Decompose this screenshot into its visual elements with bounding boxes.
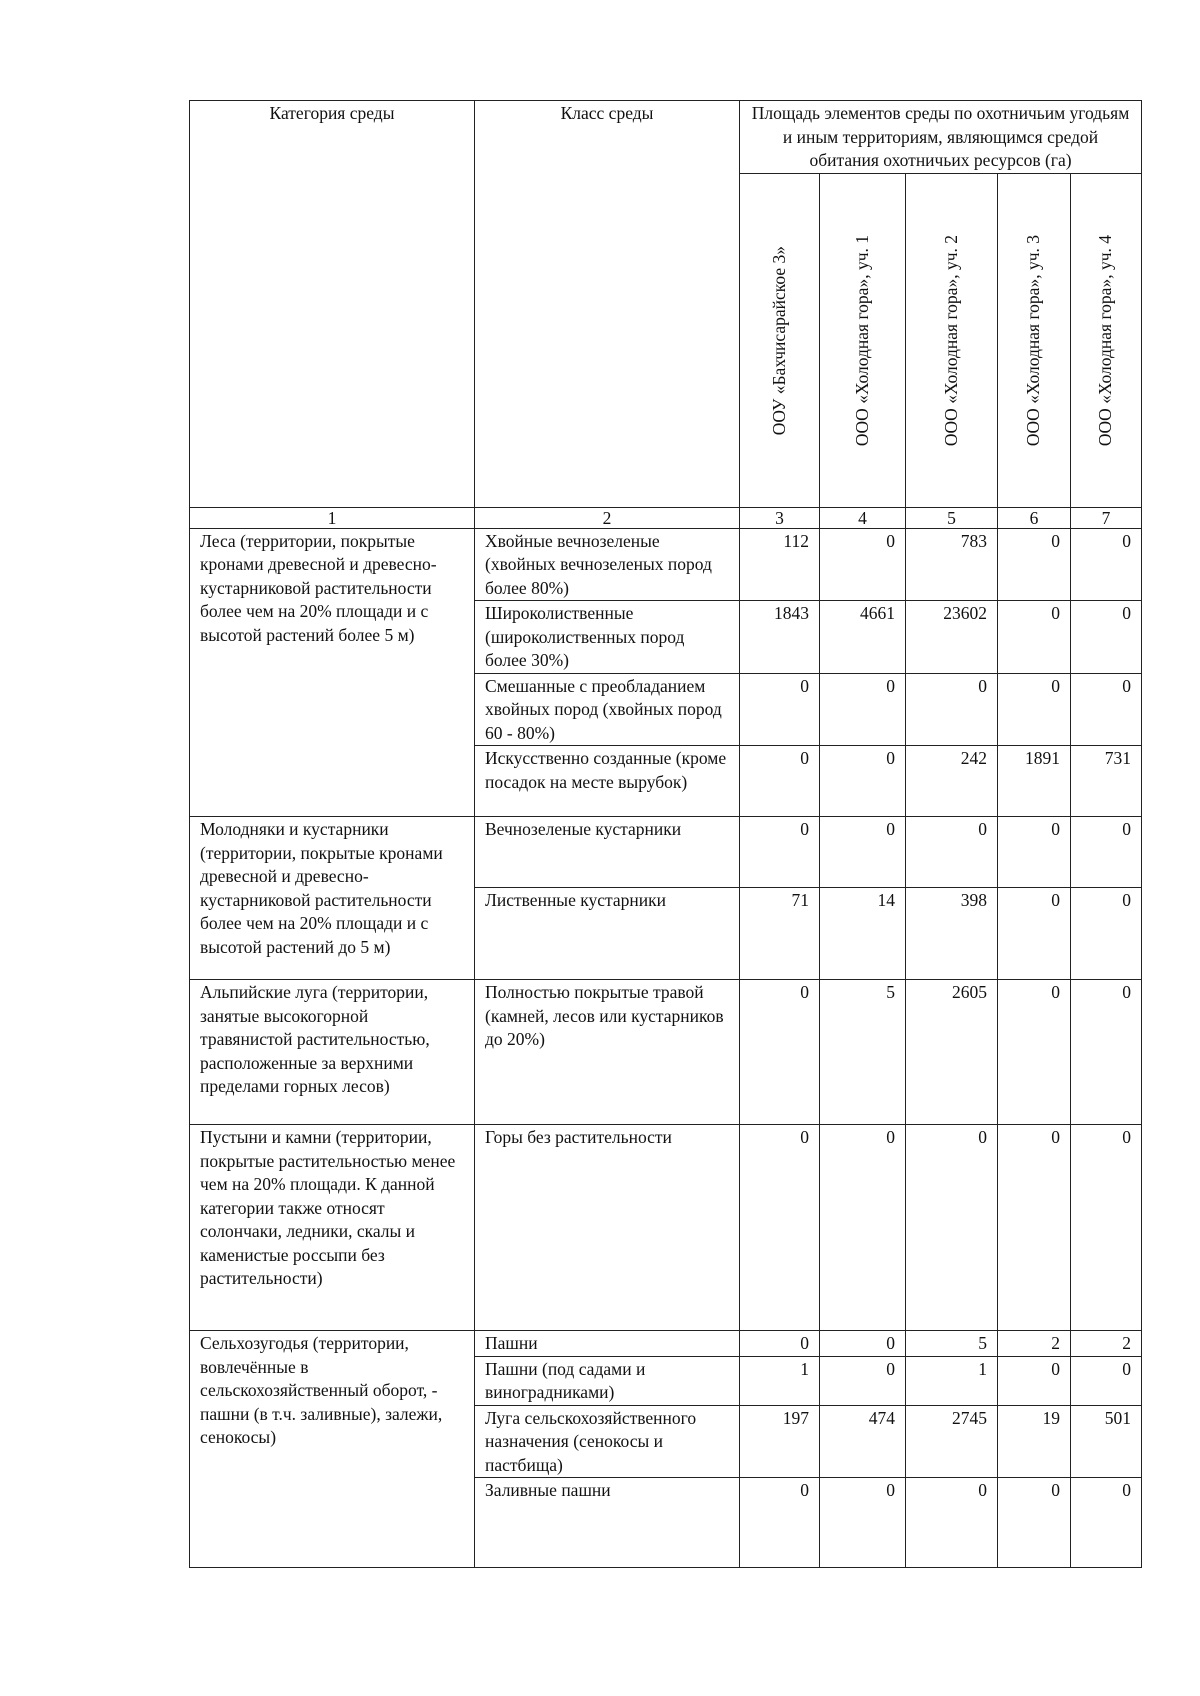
value-cell: 0 bbox=[740, 673, 820, 746]
value-cell: 0 bbox=[1071, 601, 1142, 674]
category-cell: Молодняки и кустарники (территории, покрытые кронами древесной и древесно-кустарниковой растительности более чем на 20% площади и с высотой растений до 5 м) bbox=[190, 817, 475, 980]
class-cell: Широколиственные (широколиственных пород более 30%) bbox=[475, 601, 740, 674]
table-row bbox=[190, 1331, 1142, 1357]
class-cell: Полностью покрытые травой (камней, лесов или кустарников до 20%) bbox=[475, 980, 740, 1125]
table-row bbox=[190, 528, 1142, 601]
value-cell: 0 bbox=[820, 528, 906, 601]
category-cell: Сельхозугодья (территории, вовлечённые в сельскохозяйственный оборот, - пашни (в т.ч. заливные), залежи, сенокосы) bbox=[190, 1331, 475, 1568]
value-cell: 0 bbox=[820, 746, 906, 817]
value-cell: 0 bbox=[998, 980, 1071, 1125]
value-cell: 0 bbox=[740, 746, 820, 817]
value-cell: 2745 bbox=[906, 1405, 998, 1478]
value-cell: 4661 bbox=[820, 601, 906, 674]
value-cell: 0 bbox=[906, 817, 998, 888]
value-cell: 0 bbox=[998, 1478, 1071, 1568]
value-cell: 731 bbox=[1071, 746, 1142, 817]
header-col-plot-3: ООО «Холодная гора», уч. 3 bbox=[998, 173, 1071, 507]
class-cell: Заливные пашни bbox=[475, 1478, 740, 1568]
column-number: 1 bbox=[190, 507, 475, 528]
value-cell: 0 bbox=[1071, 1125, 1142, 1331]
value-cell: 0 bbox=[820, 817, 906, 888]
value-cell: 2605 bbox=[906, 980, 998, 1125]
value-cell: 0 bbox=[820, 1331, 906, 1357]
value-cell: 474 bbox=[820, 1405, 906, 1478]
value-cell: 0 bbox=[1071, 673, 1142, 746]
value-cell: 0 bbox=[740, 817, 820, 888]
class-cell: Пашни bbox=[475, 1331, 740, 1357]
value-cell: 0 bbox=[1071, 888, 1142, 980]
header-col-plot-4: ООО «Холодная гора», уч. 4 bbox=[1071, 173, 1142, 507]
value-cell: 0 bbox=[1071, 528, 1142, 601]
value-cell: 0 bbox=[740, 1125, 820, 1331]
habitat-area-table bbox=[189, 100, 1142, 1568]
value-cell: 783 bbox=[906, 528, 998, 601]
value-cell: 242 bbox=[906, 746, 998, 817]
value-cell: 0 bbox=[1071, 980, 1142, 1125]
value-cell: 71 bbox=[740, 888, 820, 980]
column-number: 6 bbox=[998, 507, 1071, 528]
value-cell: 0 bbox=[998, 601, 1071, 674]
class-cell: Луга сельскохозяйственного назначения (сенокосы и пастбища) bbox=[475, 1405, 740, 1478]
value-cell: 0 bbox=[998, 1125, 1071, 1331]
value-cell: 2 bbox=[1071, 1331, 1142, 1357]
table-row bbox=[190, 1125, 1142, 1331]
value-cell: 23602 bbox=[906, 601, 998, 674]
column-number: 4 bbox=[820, 507, 906, 528]
column-number: 5 bbox=[906, 507, 998, 528]
header-class: Класс среды bbox=[475, 101, 740, 508]
value-cell: 1 bbox=[906, 1356, 998, 1405]
header-col-plot-1: ООО «Холодная гора», уч. 1 bbox=[820, 173, 906, 507]
table-row bbox=[190, 817, 1142, 888]
value-cell: 0 bbox=[998, 888, 1071, 980]
class-cell: Пашни (под садами и виноградниками) bbox=[475, 1356, 740, 1405]
value-cell: 501 bbox=[1071, 1405, 1142, 1478]
value-cell: 0 bbox=[906, 1125, 998, 1331]
value-cell: 0 bbox=[820, 1356, 906, 1405]
value-cell: 0 bbox=[740, 1331, 820, 1357]
value-cell: 0 bbox=[820, 1125, 906, 1331]
header-col-bakhchisaray: ООУ «Бахчисарайское 3» bbox=[740, 173, 820, 507]
value-cell: 0 bbox=[906, 1478, 998, 1568]
class-cell: Лиственные кустарники bbox=[475, 888, 740, 980]
class-cell: Вечнозеленые кустарники bbox=[475, 817, 740, 888]
value-cell: 5 bbox=[906, 1331, 998, 1357]
column-number: 2 bbox=[475, 507, 740, 528]
value-cell: 0 bbox=[1071, 1356, 1142, 1405]
value-cell: 2 bbox=[998, 1331, 1071, 1357]
value-cell: 0 bbox=[906, 673, 998, 746]
value-cell: 19 bbox=[998, 1405, 1071, 1478]
value-cell: 0 bbox=[998, 528, 1071, 601]
value-cell: 1891 bbox=[998, 746, 1071, 817]
value-cell: 197 bbox=[740, 1405, 820, 1478]
class-cell: Горы без растительности bbox=[475, 1125, 740, 1331]
value-cell: 0 bbox=[998, 1356, 1071, 1405]
category-cell: Альпийские луга (территории, занятые высокогорной травянистой растительностью, расположенные за верхними пределами горных лесов) bbox=[190, 980, 475, 1125]
category-cell: Леса (территории, покрытые кронами древесной и древесно-кустарниковой растительности более чем на 20% площади и с высотой растений более 5 м) bbox=[190, 528, 475, 817]
value-cell: 112 bbox=[740, 528, 820, 601]
value-cell: 0 bbox=[740, 1478, 820, 1568]
header-category: Категория среды bbox=[190, 101, 475, 508]
value-cell: 1843 bbox=[740, 601, 820, 674]
value-cell: 0 bbox=[1071, 1478, 1142, 1568]
value-cell: 1 bbox=[740, 1356, 820, 1405]
table-row bbox=[190, 980, 1142, 1125]
column-number: 7 bbox=[1071, 507, 1142, 528]
class-cell: Смешанные с преобладанием хвойных пород (хвойных пород 60 - 80%) bbox=[475, 673, 740, 746]
value-cell: 0 bbox=[820, 673, 906, 746]
value-cell: 0 bbox=[740, 980, 820, 1125]
value-cell: 398 bbox=[906, 888, 998, 980]
value-cell: 14 bbox=[820, 888, 906, 980]
value-cell: 0 bbox=[998, 673, 1071, 746]
value-cell: 0 bbox=[820, 1478, 906, 1568]
header-col-plot-2: ООО «Холодная гора», уч. 2 bbox=[906, 173, 998, 507]
column-number-row bbox=[190, 507, 1142, 528]
header-area: Площадь элементов среды по охотничьим угодьям и иным территориям, являющимся средой обитания охотничьих ресурсов (га) bbox=[740, 101, 1142, 174]
value-cell: 5 bbox=[820, 980, 906, 1125]
category-cell: Пустыни и камни (территории, покрытые растительностью менее чем на 20% площади. К данной категории также относят солончаки, ледники, скалы и каменистые россыпи без растительности) bbox=[190, 1125, 475, 1331]
column-number: 3 bbox=[740, 507, 820, 528]
value-cell: 0 bbox=[1071, 817, 1142, 888]
class-cell: Искусственно созданные (кроме посадок на месте вырубок) bbox=[475, 746, 740, 817]
class-cell: Хвойные вечнозеленые (хвойных вечнозеленых пород более 80%) bbox=[475, 528, 740, 601]
value-cell: 0 bbox=[998, 817, 1071, 888]
